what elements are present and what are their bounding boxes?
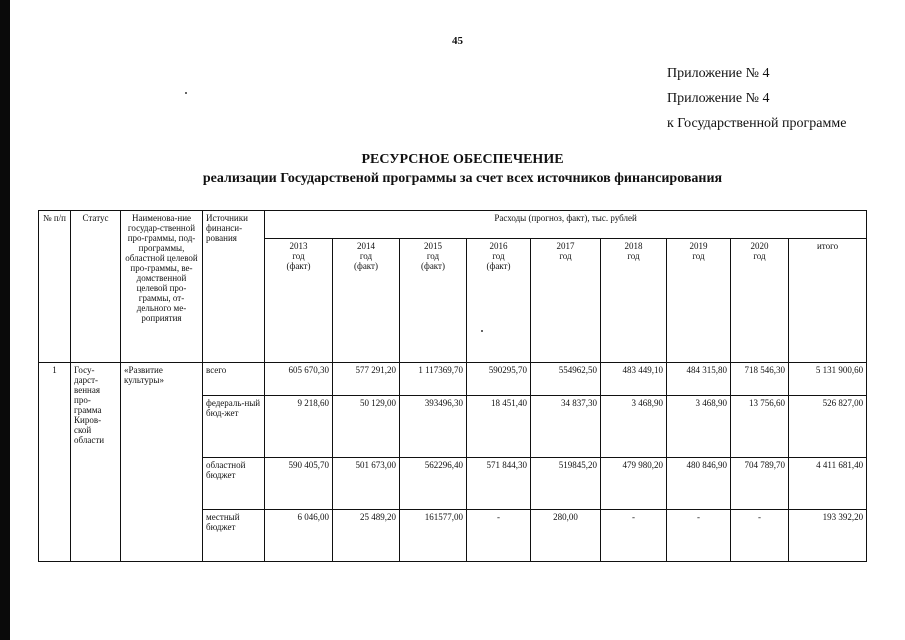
cell-value: -	[601, 510, 667, 562]
year-header-2019	[667, 239, 731, 363]
year-note: (факт)	[286, 261, 311, 271]
source-label: местный бюджет	[203, 510, 265, 562]
header-status: Статус	[71, 211, 121, 363]
year-unit: год	[426, 251, 440, 261]
page-number: 45	[452, 35, 463, 47]
header-total: итого	[789, 239, 867, 363]
resource-table	[38, 210, 867, 562]
row-status: Госу-дарст-венная про-грамма Киров-ской области	[71, 363, 121, 562]
cell-value: 605 670,30	[265, 363, 333, 396]
cell-value: 393496,30	[400, 396, 467, 458]
cell-value: 554962,50	[531, 363, 601, 396]
header-sources: Источники финанси-рования	[203, 211, 265, 363]
source-label: областной бюджет	[203, 458, 265, 510]
year-unit: год	[753, 251, 766, 261]
year-note: (факт)	[486, 261, 511, 271]
row-num: 1	[39, 363, 71, 562]
cell-value: 590 405,70	[265, 458, 333, 510]
year-label: 2017	[556, 241, 575, 251]
year-note: (факт)	[420, 261, 445, 271]
appendix-line-3: к Государственной программе	[667, 116, 847, 131]
cell-value: 704 789,70	[731, 458, 789, 510]
cell-value: 519845,20	[531, 458, 601, 510]
cell-value: 590295,70	[467, 363, 531, 396]
appendix-line-1: Приложение № 4	[667, 66, 770, 81]
year-note: (факт)	[353, 261, 378, 271]
year-label: 2020	[750, 241, 769, 251]
cell-value: 483 449,10	[601, 363, 667, 396]
year-label: 2016	[489, 241, 508, 251]
cell-value: 484 315,80	[667, 363, 731, 396]
document-title: РЕСУРСНОЕ ОБЕСПЕЧЕНИЕ	[361, 152, 564, 167]
year-label: 2013	[289, 241, 308, 251]
cell-total: 526 827,00	[789, 396, 867, 458]
year-unit: год	[292, 251, 305, 261]
cell-value: -	[467, 510, 531, 562]
cell-value: -	[667, 510, 731, 562]
cell-value: 562296,40	[400, 458, 467, 510]
year-unit: год	[559, 251, 572, 261]
document-subtitle: реализации Государственой программы за счет всех источников финансирования	[202, 171, 723, 186]
cell-value: 161577,00	[400, 510, 467, 562]
source-label: федераль-ный бюд-жет	[203, 396, 265, 458]
cell-value: 25 489,20	[333, 510, 400, 562]
cell-total: 193 392,20	[789, 510, 867, 562]
year-header-2015	[400, 239, 467, 363]
cell-value: 480 846,90	[667, 458, 731, 510]
year-label: 2018	[624, 241, 643, 251]
cell-value: 718 546,30	[731, 363, 789, 396]
scan-speck	[185, 92, 187, 94]
cell-value: 18 451,40	[467, 396, 531, 458]
scan-edge	[0, 0, 10, 640]
header-num: № п/п	[39, 211, 71, 363]
cell-value: 50 129,00	[333, 396, 400, 458]
cell-value: -	[731, 510, 789, 562]
appendix-line-2: Приложение № 4	[667, 91, 770, 106]
year-label: 2014	[357, 241, 375, 251]
cell-total: 4 411 681,40	[789, 458, 867, 510]
year-header-2013	[265, 239, 333, 363]
cell-value: 9 218,60	[265, 396, 333, 458]
year-header-2016	[467, 239, 531, 363]
header-expenses: Расходы (прогноз, факт), тыс. рублей	[265, 211, 867, 239]
cell-value: 1 117369,70	[400, 363, 467, 396]
cell-value: 577 291,20	[333, 363, 400, 396]
header-name: Наименова-ние государ-ственной про-граммы, под-программы, областной целевой про-граммы, ве-домственной целевой про-граммы, от-дельного ме-роприятия	[121, 211, 203, 363]
year-header-2020	[731, 239, 789, 363]
table-row	[39, 363, 867, 396]
source-label: всего	[203, 363, 265, 396]
year-unit: год	[692, 251, 705, 261]
cell-value: 280,00	[531, 510, 601, 562]
year-unit: год	[359, 251, 373, 261]
year-label: 2015	[424, 241, 442, 251]
year-label: 2019	[689, 241, 708, 251]
year-unit: год	[492, 251, 505, 261]
year-header-2018	[601, 239, 667, 363]
cell-value: 501 673,00	[333, 458, 400, 510]
cell-total: 5 131 900,60	[789, 363, 867, 396]
cell-value: 6 046,00	[265, 510, 333, 562]
year-header-2017	[531, 239, 601, 363]
row-name: «Развитие культуры»	[121, 363, 203, 562]
cell-value: 3 468,90	[601, 396, 667, 458]
year-header-2014	[333, 239, 400, 363]
cell-value: 571 844,30	[467, 458, 531, 510]
cell-value: 34 837,30	[531, 396, 601, 458]
year-unit: год	[627, 251, 640, 261]
cell-value: 479 980,20	[601, 458, 667, 510]
cell-value: 13 756,60	[731, 396, 789, 458]
cell-value: 3 468,90	[667, 396, 731, 458]
